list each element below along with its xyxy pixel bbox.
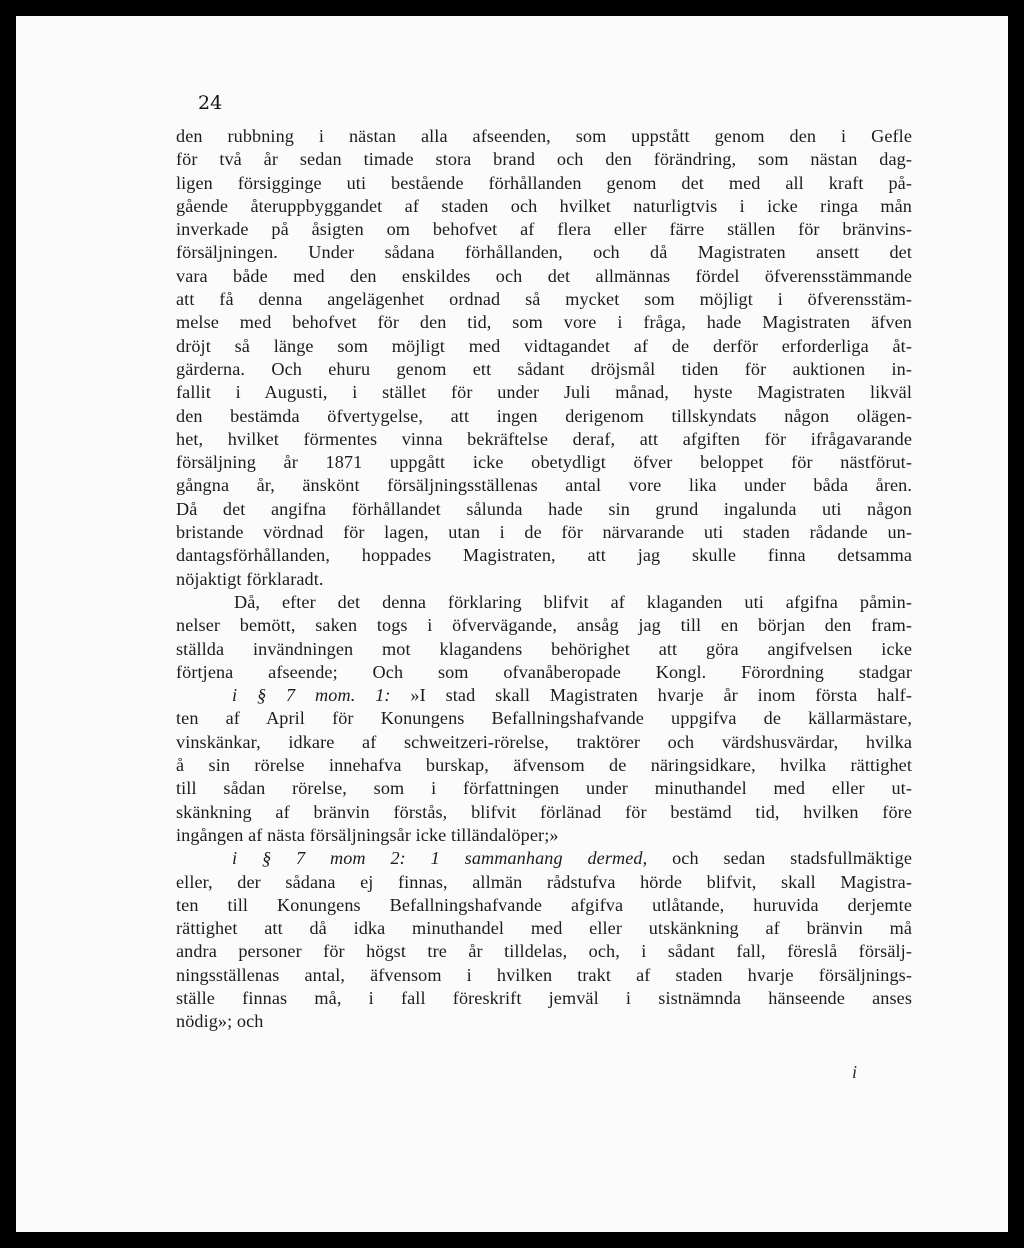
text-line-rest: »I stad skall Magistraten hvarje år inom första half- [390, 685, 912, 706]
text-line [176, 847, 912, 870]
text-line: andra personer för högst tre år tilldelas, och, i sådant fall, föreslå försälj- [176, 941, 912, 962]
text-line: den rubbning i nästan alla afseenden, som uppstått genom den i Gefle [176, 126, 912, 146]
text-line: till sådan rörelse, som i författningen under minuthandel med eller ut- [176, 778, 912, 799]
text-line: ställda invändningen mot klagandens behörighet att göra angifvelsen icke [176, 638, 912, 659]
text-line: ningsställenas antal, äfvensom i hvilken trakt af staden hvarje försäljnings- [176, 964, 912, 985]
text-line: å sin rörelse innehafva burskap, äfvensom de näringsidkare, hvilka rättighet [176, 755, 912, 776]
text-line: Då, efter det denna förklaring blifvit af klaganden uti afgifna påmin- [234, 591, 912, 612]
text-line: dantagsförhållanden, hoppades Magistraten, att jag skulle finna detsamma [176, 545, 912, 566]
text-line: eller, der sådana ej finnas, allmän rådstufva hörde blifvit, skall Magistra- [176, 871, 912, 892]
text-line: fallit i Augusti, i stället för under Juli månad, hyste Magistraten likväl [176, 382, 912, 403]
text-line: förtjena afseende; Och som ofvanåberopade Kongl. Förordning stadgar [176, 661, 912, 682]
text-line [176, 684, 912, 707]
text-line: bristande vördnad för lagen, utan i de för närvarande uti staden rådande un- [176, 522, 912, 543]
text-line: skänkning af bränvin förstås, blifvit förlänad för bestämd tid, hvilken före [176, 801, 912, 822]
text-line: dröjt så länge som möjligt med vidtagandet af de derför erforderliga åt- [176, 335, 912, 356]
text-line: ingången af nästa försäljningsår icke tilländalöper;» [176, 824, 559, 845]
text-line-rest: och sedan stadsfullmäktige [647, 848, 912, 869]
text-line: försäljning år 1871 uppgått icke obetydligt öfver beloppet för nästförut- [176, 452, 912, 473]
text-line: nöjaktigt förklaradt. [176, 568, 324, 589]
text-line: het, hvilket förmentes vinna bekräftelse deraf, att afgiften för ifrågavarande [176, 428, 912, 449]
text-line: ten af April för Konungens Befallningshafvande uppgifva de källarmästare, [176, 708, 912, 729]
citation-reference: i § 7 mom. 1: [232, 685, 391, 706]
text-line: vara både med den enskildes och det allmännas fördel öfverensstämmande [176, 265, 912, 286]
text-line: ten till Konungens Befallningshafvande afgifva utlåtande, huruvida derjemte [176, 894, 912, 915]
citation-reference: i § 7 mom 2: 1 sammanhang dermed, [232, 848, 648, 869]
text-line: gångna år, änskönt försäljningsställenas antal vore lika under båda åren. [176, 475, 912, 496]
text-line: Då det angifna förhållandet sålunda hade sin grund ingalunda uti någon [176, 498, 912, 519]
text-line: att få denna angelägenhet ordnad så mycket som möjligt i öfverensstäm- [176, 289, 912, 310]
text-line: rättighet att då idka minuthandel med eller utskänkning af bränvin må [176, 918, 912, 939]
text-line: melse med behofvet för den tid, som vore i fråga, hade Magistraten äfven [176, 312, 912, 333]
text-line: gärderna. Och ehuru genom ett sådant dröjsmål tiden för auktionen in- [176, 358, 912, 379]
text-line: nödig»; och [176, 1011, 264, 1032]
text-line: nelser bemött, saken togs i öfvervägande, ansåg jag till en början den fram- [176, 615, 912, 636]
text-line: gående återuppbyggandet af staden och hvilket naturligtvis i icke ringa mån [176, 195, 912, 216]
text-line: vinskänkar, idkare af schweitzeri-rörelse, traktörer och värdshusvärdar, hvilka [176, 731, 912, 752]
stray-mark: i [852, 1062, 858, 1082]
text-line: försäljningen. Under sådana förhållanden, och då Magistraten ansett det [176, 242, 912, 263]
text-line: inverkade på åsigten om behofvet af flera eller färre ställen för bränvins- [176, 219, 912, 240]
body-text [176, 125, 912, 1034]
text-line: den bestämda öfvertygelse, att ingen derigenom tillskyndats någon olägen- [176, 405, 912, 426]
text-line: ställe finnas må, i fall föreskrift jemväl i sistnämnda hänseende anses [176, 987, 912, 1008]
page-number: 24 [198, 92, 223, 114]
text-line: ligen försigginge uti bestående förhållanden genom det med all kraft på- [176, 172, 912, 193]
text-line: för två år sedan timade stora brand och den förändring, som nästan dag- [176, 149, 912, 170]
